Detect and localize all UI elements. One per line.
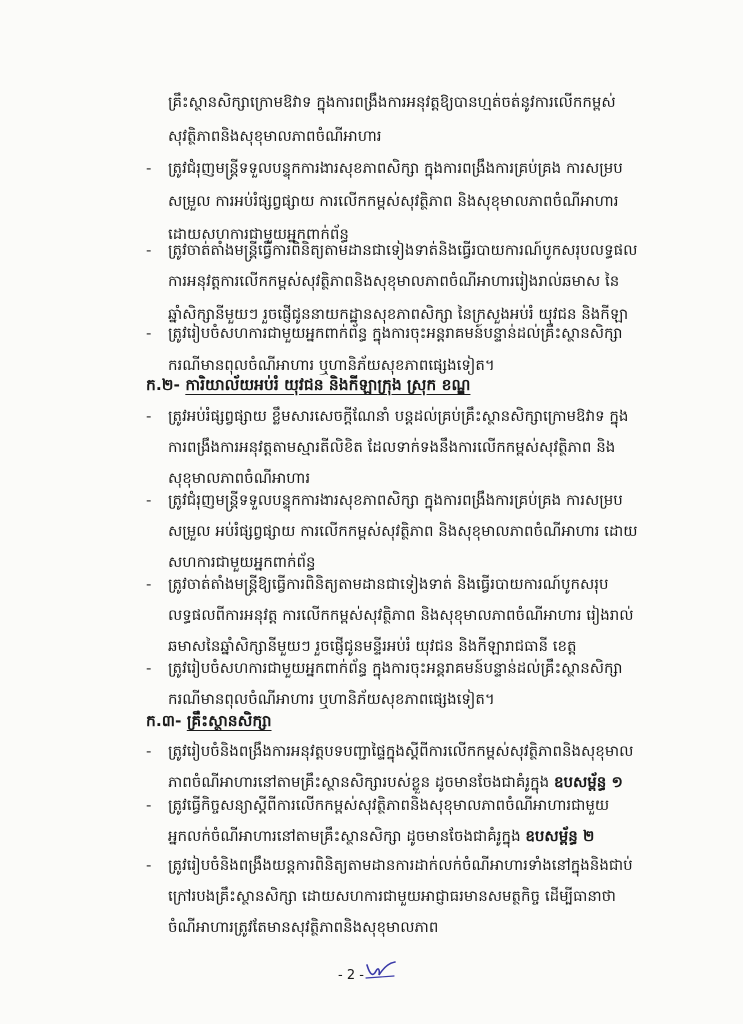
list-item-line: លទ្ធផលពីការអនុវត្ត ការលើកកម្ពស់សុវត្ថិភាព និងសុខុមាលភាពចំណីអាហារ រៀងរាល់ bbox=[168, 606, 634, 624]
list-item-line: ត្រូវរៀបចំសហការជាមួយអ្នកពាក់ព័ន្ធ ក្នុងការចុះអន្តរាគមន៍បន្ទាន់ដល់គ្រឹះស្ថានសិក្សា bbox=[168, 324, 623, 342]
list-item-line: ត្រូវរៀបចំនិងពង្រឹងការអនុវត្តបទបញ្ជាផ្ទៃក្នុងស្តីពីការលើកកម្ពស់សុវត្ថិភាពនិងសុខុមាល bbox=[168, 742, 634, 760]
list-item-line: ចំណីអាហារត្រូវតែមានសុវត្ថិភាពនិងសុខុមាលភាព bbox=[168, 918, 439, 936]
bullet-dash: - bbox=[146, 491, 152, 509]
list-item-line: ត្រូវអប់រំផ្សព្វផ្សាយ ខ្លឹមសារសេចក្តីណែនាំ បន្តដល់គ្រប់គ្រឹះស្ថានសិក្សាក្រោមឱវាទ ក្នុង bbox=[168, 407, 629, 425]
list-item-line: ករណីមានពុលចំណីអាហារ ឬហានិភ័យសុខភាពផ្សេងទៀត។ bbox=[168, 356, 495, 374]
list-item-line: ត្រូវជំរុញមន្ត្រីទទួលបន្ទុកការងារសុខភាពសិក្សា ក្នុងការពង្រឹងការគ្រប់គ្រង ការសម្រប bbox=[168, 159, 623, 177]
list-item-line: ត្រូវចាត់តាំងមន្ត្រីឱ្យធ្វើការពិនិត្យតាមដានជាទៀងទាត់ និងធ្វើរបាយការណ៍បូកសរុប bbox=[168, 575, 609, 593]
list-item-line: ក្រៅរបងគ្រឹះស្ថានសិក្សា ដោយសហការជាមួយអាជ្ញាធរមានសមត្ថកិច្ច ដើម្បីធានាថា bbox=[168, 887, 616, 905]
bullet-dash: - bbox=[146, 324, 152, 342]
section-heading bbox=[146, 711, 272, 731]
list-item-line: ត្រូវធ្វើកិច្ចសន្យាស្តីពីការលើកកម្ពស់សុវត្ថិភាពនិងសុខុមាលភាពចំណីអាហារជាមួយ bbox=[168, 796, 610, 814]
initials-signature-icon bbox=[364, 959, 398, 981]
list-item-line: សម្រួល ការអប់រំផ្សព្វផ្សាយ ការលើកកម្ពស់សុវត្ថិភាព និងសុខុមាលភាពចំណីអាហារ bbox=[168, 192, 619, 210]
list-item-line: ត្រូវចាត់តាំងមន្ត្រីធ្វើការពិនិត្យតាមដានជាទៀងទាត់និងធ្វើរបាយការណ៍បូកសរុបលទ្ធផល bbox=[168, 241, 638, 259]
list-item-line: សម្រួល អប់រំផ្សព្វផ្សាយ ការលើកកម្ពស់សុវត្ថិភាព និងសុខុមាលភាពចំណីអាហារ ដោយ bbox=[168, 522, 638, 540]
section-number: ក.២- bbox=[146, 376, 180, 394]
page-number: - 2 - bbox=[338, 968, 364, 983]
list-item-line: ដោយសហការជាមួយអ្នកពាក់ព័ន្ធ bbox=[168, 225, 349, 243]
list-item-text: អ្នកលក់ចំណីអាហារនៅតាមគ្រឹះស្ថានសិក្សា ដូចមានចែងជាគំរូក្នុង bbox=[168, 827, 521, 845]
bullet-dash: - bbox=[146, 575, 152, 593]
bullet-dash: - bbox=[146, 159, 152, 177]
list-item-text: ភាពចំណីអាហារនៅតាមគ្រឹះស្ថានសិក្សារបស់ខ្លួន ដូចមានចែងជាគំរូក្នុង bbox=[168, 773, 550, 791]
annex-reference: ឧបសម្ព័ន្ធ ១ bbox=[553, 773, 623, 791]
bullet-dash: - bbox=[146, 659, 152, 677]
bullet-dash: - bbox=[146, 241, 152, 259]
list-item-line: ករណីមានពុលចំណីអាហារ ឬហានិភ័យសុខភាពផ្សេងទៀត។ bbox=[168, 690, 495, 708]
intro-line-2: សុវត្ថិភាពនិងសុខុមាលភាពចំណីអាហារ bbox=[168, 127, 382, 145]
annex-reference: ឧបសម្ព័ន្ធ ២ bbox=[525, 827, 595, 845]
section-heading bbox=[146, 375, 470, 395]
list-item-line: សុខុមាលភាពចំណីអាហារ bbox=[168, 469, 311, 487]
bullet-dash: - bbox=[146, 742, 152, 760]
bullet-dash: - bbox=[146, 796, 152, 814]
list-item-line: សហការជាមួយអ្នកពាក់ព័ន្ធ bbox=[168, 553, 316, 571]
intro-line-1: គ្រឹះស្ថានសិក្សាក្រោមឱវាទ ក្នុងការពង្រឹងការអនុវត្តឱ្យបានហ្មត់ចត់នូវការលើកកម្ពស់ bbox=[168, 93, 616, 111]
list-item-line: ការអនុវត្តការលើកកម្ពស់សុវត្ថិភាពនិងសុខុមាលភាពចំណីអាហាររៀងរាល់ឆមាស នៃ bbox=[168, 272, 620, 290]
list-item-line: ត្រូវរៀបចំនិងពង្រឹងយន្តការពិនិត្យតាមដានការដាក់លក់ចំណីអាហារទាំងនៅក្នុងនិងជាប់ bbox=[168, 856, 633, 874]
list-item-line: ត្រូវជំរុញមន្ត្រីទទួលបន្ទុកការងារសុខភាពសិក្សា ក្នុងការពង្រឹងការគ្រប់គ្រង ការសម្រប bbox=[168, 491, 623, 509]
list-item-line bbox=[168, 826, 594, 848]
bullet-dash: - bbox=[146, 407, 152, 425]
list-item-line: ការពង្រឹងការអនុវត្តតាមស្មារតីលិខិត ដែលទាក់ទងនឹងការលើកកម្ពស់សុវត្ថិភាព និង bbox=[168, 438, 616, 456]
list-item-line: ត្រូវរៀបចំសហការជាមួយអ្នកពាក់ព័ន្ធ ក្នុងការចុះអន្តរាគមន៍បន្ទាន់ដល់គ្រឹះស្ថានសិក្សា bbox=[168, 659, 623, 677]
bullet-dash: - bbox=[146, 856, 152, 874]
section-number: ក.៣- bbox=[146, 712, 182, 730]
list-item-line: ឆមាសនៃឆ្នាំសិក្សានីមួយៗ រួចផ្ញើជូនមន្ទីរអប់រំ យុវជន និងកីឡារាជធានី ខេត្ត bbox=[168, 637, 577, 655]
section-title: គ្រឹះស្ថានសិក្សា bbox=[186, 712, 272, 730]
section-title: ការិយាល័យអប់រំ យុវជន និងកីឡាក្រុង ស្រុក ខណ្ឌ bbox=[185, 376, 471, 394]
list-item-line: ឆ្នាំសិក្សានីមួយៗ រួចផ្ញើជូននាយកដ្ឋានសុខភាពសិក្សា នៃក្រសួងអប់រំ យុវជន និងកីឡា bbox=[168, 305, 629, 323]
list-item-line bbox=[168, 772, 623, 794]
